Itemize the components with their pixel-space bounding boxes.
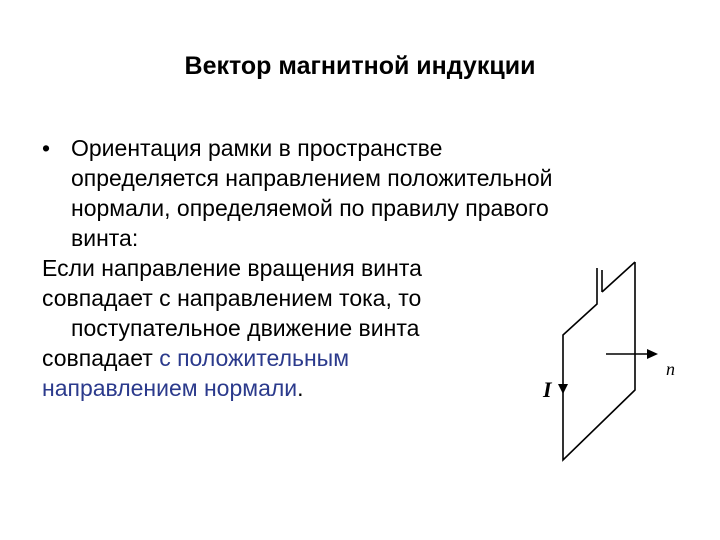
- para-line-3: поступательное движение винта: [71, 315, 420, 341]
- para-line-5-highlight: направлением нормали: [42, 375, 298, 401]
- loop-wire: [563, 262, 635, 460]
- para-line-2: совпадает с направлением тока, то: [42, 285, 422, 311]
- slide-title: Вектор магнитной индукции: [184, 52, 536, 80]
- loop-wire-top: [602, 262, 635, 292]
- normal-label: n: [666, 359, 675, 379]
- para-line-4-plain: совпадает: [42, 345, 160, 371]
- normal-arrowhead: [647, 349, 658, 359]
- bullet-marker: •: [42, 135, 51, 161]
- para-line-4-highlight: с положительным: [159, 345, 350, 371]
- bullet-line-4: винта:: [71, 225, 139, 251]
- bullet-line-3: нормали, определяемой по правилу правого: [71, 195, 549, 221]
- bullet-line-1: Ориентация рамки в пространстве: [71, 135, 443, 161]
- para-line-1: Если направление вращения винта: [42, 255, 422, 281]
- current-arrowhead: [558, 384, 568, 394]
- current-label: I: [543, 377, 552, 402]
- bullet-line-2: определяется направлением положительной: [71, 165, 553, 191]
- current-loop: [563, 262, 635, 460]
- para-line-5-end: .: [297, 375, 304, 401]
